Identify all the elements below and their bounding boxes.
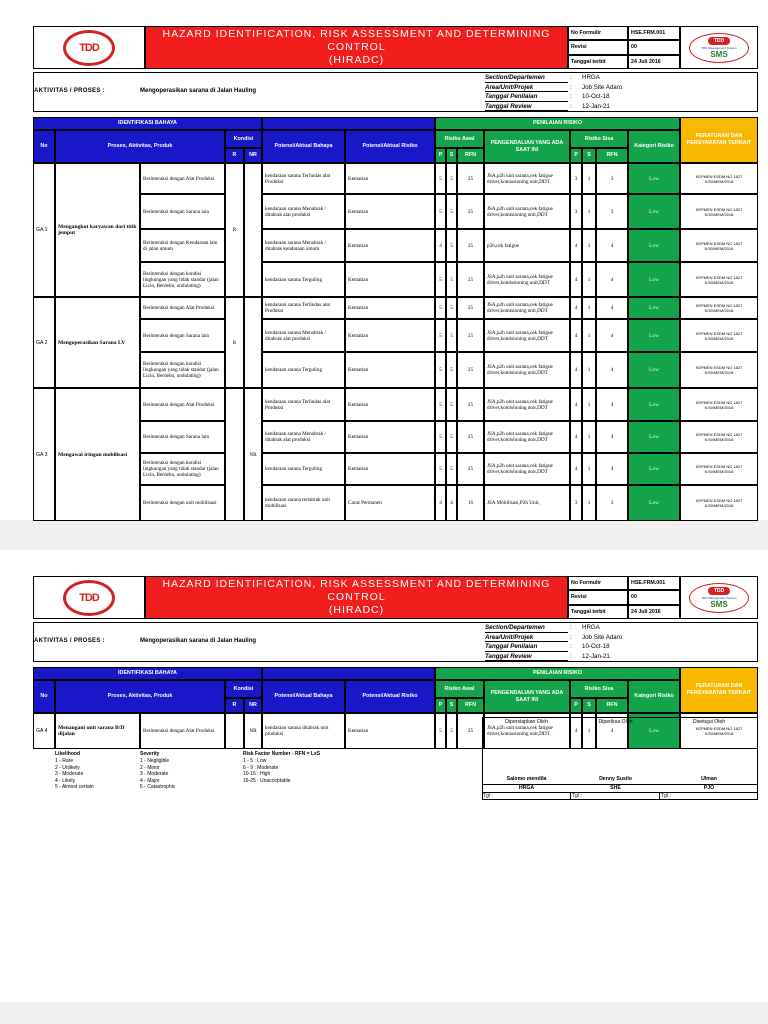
initial-s-cell: 5 — [446, 388, 457, 421]
col-rfn-header: RFN — [457, 148, 484, 163]
signature-date: Tgl : — [660, 793, 758, 800]
activity-cell: Berinteraksi dengan Sarana lain — [140, 319, 225, 352]
col-r-header: R — [225, 148, 244, 163]
residual-p-cell: 4 — [570, 297, 582, 319]
severity-title: Severity — [140, 751, 160, 757]
col-risiko-sisa-header: Risiko Sisa — [570, 130, 628, 148]
risk-cell: Kematian — [345, 713, 435, 749]
identifikasi-bahaya-header: IDENTIFIKASI BAHAYA — [33, 667, 262, 680]
meta-value: HSE.FRM.001 — [628, 26, 680, 40]
residual-s-cell: 1 — [582, 194, 596, 229]
risk-cell: Cacat Permanen — [345, 485, 435, 521]
activity-cell: Berinteraksi dengan Alat Produksi — [140, 388, 225, 421]
regulation-cell: KEPMEN ESDM NO 1827 K/30/MEM/2018 — [680, 713, 758, 749]
initial-rfn-cell: 25 — [457, 453, 484, 485]
risk-cell: Kematian — [345, 421, 435, 453]
likelihood-title: Likelihood — [55, 751, 80, 757]
risk-category-badge: Low — [628, 194, 680, 229]
info-colon: : — [570, 633, 572, 641]
sms-logo-box — [680, 576, 758, 619]
likelihood-item: 1 - Rare — [55, 758, 74, 764]
initial-s-cell: 5 — [446, 194, 457, 229]
regulation-cell: KEPMEN ESDM NO 1827 K/30/MEM/2018 — [680, 453, 758, 485]
company-logo — [33, 576, 145, 619]
residual-s-cell: 1 — [582, 388, 596, 421]
risk-category-badge: Low — [628, 388, 680, 421]
meta-label: Revisi — [568, 590, 628, 604]
residual-s-cell: 1 — [582, 262, 596, 297]
initial-rfn-cell: 25 — [457, 229, 484, 262]
col-kategori-header: Kategori Risiko — [628, 130, 680, 163]
regulation-cell: KEPMEN ESDM NO 1827 K/30/MEM/2018 — [680, 297, 758, 319]
residual-rfn-cell: 3 — [596, 163, 628, 194]
risk-category-badge: Low — [628, 163, 680, 194]
control-cell: JSA,p2h unit sarana,cek fatigue driver,komisioning unit,DDT — [484, 297, 570, 319]
likelihood-item: 3 - Moderate — [55, 771, 84, 778]
info-colon: : — [570, 624, 572, 631]
activity-cell: Berinteraksi dengan Kendaraan lain di jalan umum — [140, 229, 225, 262]
rfn-item: 10-16 : High — [243, 771, 271, 778]
col-no-header: No — [33, 130, 55, 163]
residual-rfn-cell: 4 — [596, 713, 628, 749]
hazard-cell: kendaraan sarana Menabrak / ditabrak alat produksi — [262, 194, 345, 229]
col-rfn2-header: RFN — [596, 148, 628, 163]
group-kondisi: R — [225, 163, 244, 297]
group-number: GA 2 — [33, 297, 55, 388]
col-s2-header: S — [582, 148, 596, 163]
risk-cell: Kematian — [345, 163, 435, 194]
rfn-title: Risk Factor Number - RFN = LxS — [243, 751, 321, 757]
severity-item: 1 - Negligible — [140, 758, 170, 764]
regulation-cell: KEPMEN ESDM NO 1827 K/30/MEM/2018 — [680, 388, 758, 421]
residual-rfn-cell: 4 — [596, 319, 628, 352]
residual-rfn-cell: 3 — [596, 485, 628, 521]
initial-s-cell: 5 — [446, 352, 457, 388]
residual-p-cell: 4 — [570, 388, 582, 421]
risk-cell: Kematian — [345, 262, 435, 297]
activity-label: AKTIVITAS / PROSES : — [34, 638, 105, 644]
col-kondisi-header: Kondisi — [225, 680, 262, 698]
initial-p-cell: 5 — [435, 297, 446, 319]
residual-p-cell: 3 — [570, 194, 582, 229]
meta-value: HSE.FRM.001 — [628, 576, 680, 590]
info-label: Area/Unit/Projek — [485, 633, 568, 643]
col-potensi-bahaya-header: Potensi/Aktual Bahaya — [262, 680, 345, 713]
info-value: 10-Oct-18 — [582, 93, 610, 101]
regulation-cell: KEPMEN ESDM NO 1827 K/30/MEM/2018 — [680, 194, 758, 229]
col-p-header: P — [435, 698, 446, 713]
risk-cell: Kematian — [345, 453, 435, 485]
meta-value: 24 Juli 2016 — [628, 55, 680, 69]
col-nr-header: NR — [244, 148, 262, 163]
sms-logo-top: TDD — [708, 587, 730, 595]
residual-p-cell: 3 — [570, 163, 582, 194]
control-cell: JSA Mobilisasi,P2h Unit, — [484, 485, 570, 521]
residual-s-cell: 1 — [582, 297, 596, 319]
residual-rfn-cell: 3 — [596, 194, 628, 229]
initial-s-cell: 5 — [446, 713, 457, 749]
initial-p-cell: 5 — [435, 163, 446, 194]
info-value: HRGA — [582, 624, 600, 631]
residual-p-cell: 4 — [570, 453, 582, 485]
initial-s-cell: 5 — [446, 262, 457, 297]
col-r-header: R — [225, 698, 244, 713]
residual-s-cell: 1 — [582, 713, 596, 749]
col-potensi-risiko-header: Potensi/Aktual Risiko — [345, 130, 435, 163]
peraturan-header: PERATURAN DAN PERSYARATAN TERKAIT — [680, 117, 758, 163]
activity-cell: Berinteraksi dengan unit mobilisasi — [140, 485, 225, 521]
hazard-cell: kendaraan sarana Menabrak / ditabrak alat produksi — [262, 421, 345, 453]
initial-p-cell: 5 — [435, 262, 446, 297]
initial-p-cell: 5 — [435, 352, 446, 388]
sms-logo — [689, 583, 749, 613]
signature-name: Denny Susilo — [599, 776, 632, 782]
regulation-cell: KEPMEN ESDM NO 1827 K/30/MEM/2018 — [680, 352, 758, 388]
info-label: Tanggal Review — [485, 652, 568, 662]
residual-p-cell: 4 — [570, 713, 582, 749]
initial-s-cell: 5 — [446, 319, 457, 352]
residual-p-cell: 4 — [570, 352, 582, 388]
hazard-cell: kendaraan sarana Menabrak / ditabrak kendaraan umum — [262, 229, 345, 262]
residual-p-cell: 4 — [570, 262, 582, 297]
sms-logo-subtitle: TDD Management System — [701, 595, 737, 600]
initial-rfn-cell: 25 — [457, 388, 484, 421]
initial-p-cell: 5 — [435, 319, 446, 352]
identifikasi-bahaya-header: IDENTIFIKASI BAHAYA — [33, 117, 262, 130]
initial-s-cell: 5 — [446, 453, 457, 485]
form-title — [145, 26, 568, 69]
residual-p-cell: 4 — [570, 229, 582, 262]
initial-s-cell: 5 — [446, 229, 457, 262]
form-title-line-1: HAZARD IDENTIFICATION, RISK ASSESSMENT AND DETERMINING CONTROL — [162, 578, 551, 603]
initial-p-cell: 5 — [435, 194, 446, 229]
sms-logo — [689, 33, 749, 63]
severity-item: 2 - Minor — [140, 764, 160, 771]
col-rfn2-header: RFN — [596, 698, 628, 713]
initial-rfn-cell: 25 — [457, 194, 484, 229]
col-risiko-sisa-header: Risiko Sisa — [570, 680, 628, 698]
meta-label: Tanggal terbit — [568, 55, 628, 69]
form-title-line-1: HAZARD IDENTIFICATION, RISK ASSESSMENT AND DETERMINING CONTROL — [162, 28, 551, 53]
activity-value: Mengoperasikan sarana di Jalan Hauling — [140, 638, 257, 644]
info-label: Tanggal Review — [485, 102, 568, 112]
info-label: Section/Departemen — [485, 73, 568, 83]
col-p2-header: P — [570, 698, 582, 713]
info-colon: : — [570, 102, 572, 110]
col-risiko-awal-header: Risiko Awal — [435, 130, 484, 148]
company-logo — [33, 26, 145, 69]
activity-cell: Berinteraksi dengan Alat Produksi — [140, 713, 225, 749]
severity-item: 4 - Major — [140, 777, 160, 784]
risk-category-badge: Low — [628, 352, 680, 388]
initial-p-cell: 5 — [435, 453, 446, 485]
risk-category-badge: Low — [628, 297, 680, 319]
likelihood-item: 2 - Unlikely — [55, 764, 80, 771]
col-pengendalian-header: PENGENDALIAN YANG ADA SAAT INI — [484, 130, 570, 163]
sms-logo-text: SMS — [710, 599, 728, 609]
sms-logo-text: SMS — [710, 49, 728, 59]
risk-cell: Kematian — [345, 297, 435, 319]
hazard-cell: kendaraan sarana Terguling — [262, 352, 345, 388]
info-label: Tanggal Penilaian — [485, 642, 568, 652]
info-colon: : — [570, 74, 572, 81]
initial-rfn-cell: 25 — [457, 163, 484, 194]
meta-label: No Formulir — [568, 26, 628, 40]
col-no-header: No — [33, 680, 55, 713]
initial-rfn-cell: 25 — [457, 713, 484, 749]
control-cell: JSA,p2h unit sarana,cek fatigue driver,komisioning unit,DDT — [484, 319, 570, 352]
info-colon: : — [570, 643, 572, 651]
residual-rfn-cell: 4 — [596, 453, 628, 485]
hazard-cell: kendaraan sarana Terlindas alat Produksi — [262, 297, 345, 319]
penilaian-risiko-header: PENILAIAN RISIKO — [435, 667, 680, 680]
regulation-cell: KEPMEN ESDM NO 1827 K/30/MEM/2018 — [680, 319, 758, 352]
rfn-item: 1 - 5 : Low — [243, 758, 267, 764]
initial-rfn-cell: 25 — [457, 297, 484, 319]
col-s-header: S — [446, 698, 457, 713]
risk-category-badge: Low — [628, 485, 680, 521]
residual-rfn-cell: 4 — [596, 388, 628, 421]
group-kondisi-empty — [225, 388, 244, 521]
control-cell: p2h,cek fatigue — [484, 229, 570, 262]
severity-item: 5 - Catastrophic — [140, 784, 176, 791]
col-pengendalian-header: PENGENDALIAN YANG ADA SAAT INI — [484, 680, 570, 713]
risk-category-badge: Low — [628, 421, 680, 453]
group-kondisi-empty — [225, 713, 244, 749]
group-kondisi: NR — [244, 388, 262, 521]
hazard-cell: kendaraan sarana Menabrak / ditabrak alat produksi — [262, 319, 345, 352]
signature-dept: PJO — [660, 784, 758, 793]
form-title-line-2: (HIRADC) — [328, 604, 385, 616]
risk-category-badge: Low — [628, 453, 680, 485]
group-kondisi-empty — [244, 297, 262, 388]
group-process: Mengoperasikan Sarana LV — [55, 297, 140, 388]
sms-logo-subtitle: TDD Management System — [701, 45, 737, 50]
hazard-cell: kendaraan sarana Terlindas alat Produksi — [262, 388, 345, 421]
likelihood-item: 5 - Almost certain — [55, 784, 94, 791]
form-title — [145, 576, 568, 619]
info-label: Area/Unit/Projek — [485, 83, 568, 93]
col-p2-header: P — [570, 148, 582, 163]
initial-s-cell: 5 — [446, 421, 457, 453]
control-cell: JSA,p2h unit sarana,cek fatigue driver,komissioning unit,DDT — [484, 713, 570, 749]
activity-label: AKTIVITAS / PROSES : — [34, 88, 105, 94]
initial-p-cell: 5 — [435, 421, 446, 453]
activity-cell: Berinteraksi dengan Alat Produksi — [140, 297, 225, 319]
group-kondisi-empty — [244, 163, 262, 297]
col-potensi-bahaya-header: Potensi/Aktual Bahaya — [262, 130, 345, 163]
residual-s-cell: 1 — [582, 421, 596, 453]
initial-s-cell: 5 — [446, 297, 457, 319]
col-kondisi-header: Kondisi — [225, 130, 262, 148]
meta-value: 00 — [628, 590, 680, 604]
risk-category-badge: Low — [628, 229, 680, 262]
meta-label: Tanggal terbit — [568, 605, 628, 619]
info-value: 10-Oct-18 — [582, 643, 610, 651]
activity-cell: Berinteraksi dengan kondisi lingkungan yang tidak standar (jalan Licin, Berdebu, undulating) — [140, 453, 225, 485]
meta-label: No Formulir — [568, 576, 628, 590]
residual-rfn-cell: 4 — [596, 297, 628, 319]
col-nr-header: NR — [244, 698, 262, 713]
control-cell: JSA,p2h unit sarana,cek fatigue driver,komisioning unit,DDT — [484, 194, 570, 229]
col-rfn-header: RFN — [457, 698, 484, 713]
hazard-cell: kendaraan sarana tertabrak unit mobilisasi — [262, 485, 345, 521]
activity-cell: Berinteraksi dengan Alat Produksi — [140, 163, 225, 194]
info-value: 12-Jan-21 — [582, 652, 610, 660]
info-label: Section/Departemen — [485, 623, 568, 633]
residual-s-cell: 1 — [582, 319, 596, 352]
signature-role: Diperiksa Oleh — [598, 719, 633, 725]
info-value: 12-Jan-21 — [582, 102, 610, 110]
activity-cell: Berinteraksi dengan Sarana lain — [140, 421, 225, 453]
control-cell: JSA,p2h unit sarana,cek fatigue driver,komissioning unit,DDT — [484, 163, 570, 194]
residual-p-cell: 3 — [570, 485, 582, 521]
col-p-header: P — [435, 148, 446, 163]
risk-cell: Kematian — [345, 229, 435, 262]
col-potensi-risiko-header: Potensi/Aktual Risiko — [345, 680, 435, 713]
control-cell: JSA,p2h unit sarana,cek fatigue driver,komisioning unit,DDT — [484, 352, 570, 388]
regulation-cell: KEPMEN ESDM NO 1827 K/30/MEM/2018 — [680, 163, 758, 194]
initial-rfn-cell: 25 — [457, 352, 484, 388]
rfn-item: 16-25 : Unacceptable — [243, 777, 291, 784]
hazard-cell: kendaraan sarana ditabrak unit produksi — [262, 713, 345, 749]
col-kategori-header: Kategori Risiko — [628, 680, 680, 713]
initial-p-cell: 5 — [435, 388, 446, 421]
signature-name: Salomo mendila — [506, 776, 547, 782]
severity-item: 3 - Moderate — [140, 771, 169, 778]
initial-rfn-cell: 25 — [457, 319, 484, 352]
signature-name: Ulman — [701, 776, 717, 782]
group-number: GA 3 — [33, 388, 55, 521]
control-cell: JSA,p2h unit sarana,cek fatigue driver,komisioning unit,DDT — [484, 421, 570, 453]
signature-date: Tgl : — [571, 793, 660, 800]
group-kondisi: R — [225, 297, 244, 388]
group-process: Menangani unit sarana B/D dijalan — [55, 713, 140, 749]
group-number: GA 4 — [33, 713, 55, 749]
info-label: Tanggal Penilaian — [485, 92, 568, 102]
risk-cell: Kematian — [345, 388, 435, 421]
initial-rfn-cell: 25 — [457, 421, 484, 453]
group-process: Mengawal iringan mobilisasi — [55, 388, 140, 521]
initial-p-cell: 5 — [435, 713, 446, 749]
hazard-cell: kendaraan sarana Terguling — [262, 453, 345, 485]
rfn-item: 6 - 9 : Moderate — [243, 764, 279, 771]
col-proses-header: Proses, Aktivitas, Produk — [55, 130, 225, 163]
sms-logo-top: TDD — [708, 37, 730, 45]
initial-rfn-cell: 16 — [457, 485, 484, 521]
identifikasi-bahaya-header-cont — [262, 667, 435, 680]
residual-rfn-cell: 4 — [596, 352, 628, 388]
residual-s-cell: 1 — [582, 163, 596, 194]
control-cell: JSA,p2h unit sarana,cek fatigue driver,komisioning unit,DDT — [484, 453, 570, 485]
residual-s-cell: 1 — [582, 485, 596, 521]
risk-cell: Kematian — [345, 319, 435, 352]
hazard-cell: kendaraan sarana Terlindas alat Produksi — [262, 163, 345, 194]
group-process: Mengangkut karyawan dari titik jemput — [55, 163, 140, 297]
signature-date: Tgl : — [482, 793, 571, 800]
col-proses-header: Proses, Aktivitas, Produk — [55, 680, 225, 713]
initial-s-cell: 5 — [446, 163, 457, 194]
signature-role: Disetujui Oleh — [692, 719, 726, 725]
residual-p-cell: 4 — [570, 421, 582, 453]
tdd-logo-mark: TDD — [63, 30, 115, 66]
risk-category-badge: Low — [628, 319, 680, 352]
info-colon: : — [570, 93, 572, 101]
info-value: HRGA — [582, 74, 600, 81]
identifikasi-bahaya-header-cont — [262, 117, 435, 130]
form-title-line-2: (HIRADC) — [328, 54, 385, 66]
risk-category-badge: Low — [628, 262, 680, 297]
activity-cell: Berinteraksi dengan kondisi lingkungan yang tidak standar (jalan Licin, Berdebu, undulating) — [140, 352, 225, 388]
risk-category-badge: Low — [628, 713, 680, 749]
sms-logo-box — [680, 26, 758, 69]
info-colon: : — [570, 83, 572, 91]
hazard-cell: kendaraan sarana Terguling — [262, 262, 345, 297]
group-number: GA 1 — [33, 163, 55, 297]
initial-rfn-cell: 25 — [457, 262, 484, 297]
initial-p-cell: 4 — [435, 229, 446, 262]
initial-p-cell: 4 — [435, 485, 446, 521]
regulation-cell: KEPMEN ESDM NO 1827 K/30/MEM/2018 — [680, 262, 758, 297]
activity-cell: Berinteraksi dengan Sarana lain — [140, 194, 225, 229]
risk-cell: Kematian — [345, 194, 435, 229]
penilaian-risiko-header: PENILAIAN RISIKO — [435, 117, 680, 130]
initial-s-cell: 4 — [446, 485, 457, 521]
residual-s-cell: 1 — [582, 453, 596, 485]
col-risiko-awal-header: Risiko Awal — [435, 680, 484, 698]
regulation-cell: KEPMEN ESDM NO 1827 K/30/MEM/2018 — [680, 229, 758, 262]
control-cell: JSA,p2h unit sarana,cek fatigue driver,komisioning unit,DDT — [484, 388, 570, 421]
signature-dept: SHE — [571, 784, 660, 793]
residual-s-cell: 1 — [582, 229, 596, 262]
signature-dept: HRGA — [482, 784, 571, 793]
risk-cell: Kematian — [345, 352, 435, 388]
residual-rfn-cell: 4 — [596, 262, 628, 297]
info-value: Job Site Adaro — [582, 633, 623, 641]
residual-s-cell: 1 — [582, 352, 596, 388]
info-colon: : — [570, 652, 572, 660]
col-s-header: S — [446, 148, 457, 163]
regulation-cell: KEPMEN ESDM NO 1827 K/30/MEM/2018 — [680, 421, 758, 453]
residual-p-cell: 4 — [570, 319, 582, 352]
residual-rfn-cell: 4 — [596, 229, 628, 262]
signature-role: Dipersiapkan Oleh — [505, 719, 548, 725]
activity-value: Mengoperasikan sarana di Jalan Hauling — [140, 88, 257, 94]
peraturan-header: PERATURAN DAN PERSYARATAN TERKAIT — [680, 667, 758, 713]
activity-cell: Berinteraksi dengan kondisi lingkungan yang tidak standar (jalan Licin, Berdebu, undulating) — [140, 262, 225, 297]
residual-rfn-cell: 4 — [596, 421, 628, 453]
group-kondisi: NR — [244, 713, 262, 749]
meta-value: 00 — [628, 40, 680, 54]
likelihood-item: 4 - Likely — [55, 777, 76, 784]
tdd-logo-mark: TDD — [63, 580, 115, 616]
regulation-cell: KEPMEN ESDM NO 1827 K/30/MEM/2018 — [680, 485, 758, 521]
col-s2-header: S — [582, 698, 596, 713]
control-cell: JSA,p2h unit sarana,cek fatigue driver,komissioning unit,DDT — [484, 262, 570, 297]
meta-value: 24 Juli 2016 — [628, 605, 680, 619]
meta-label: Revisi — [568, 40, 628, 54]
info-value: Job Site Adaro — [582, 83, 623, 91]
